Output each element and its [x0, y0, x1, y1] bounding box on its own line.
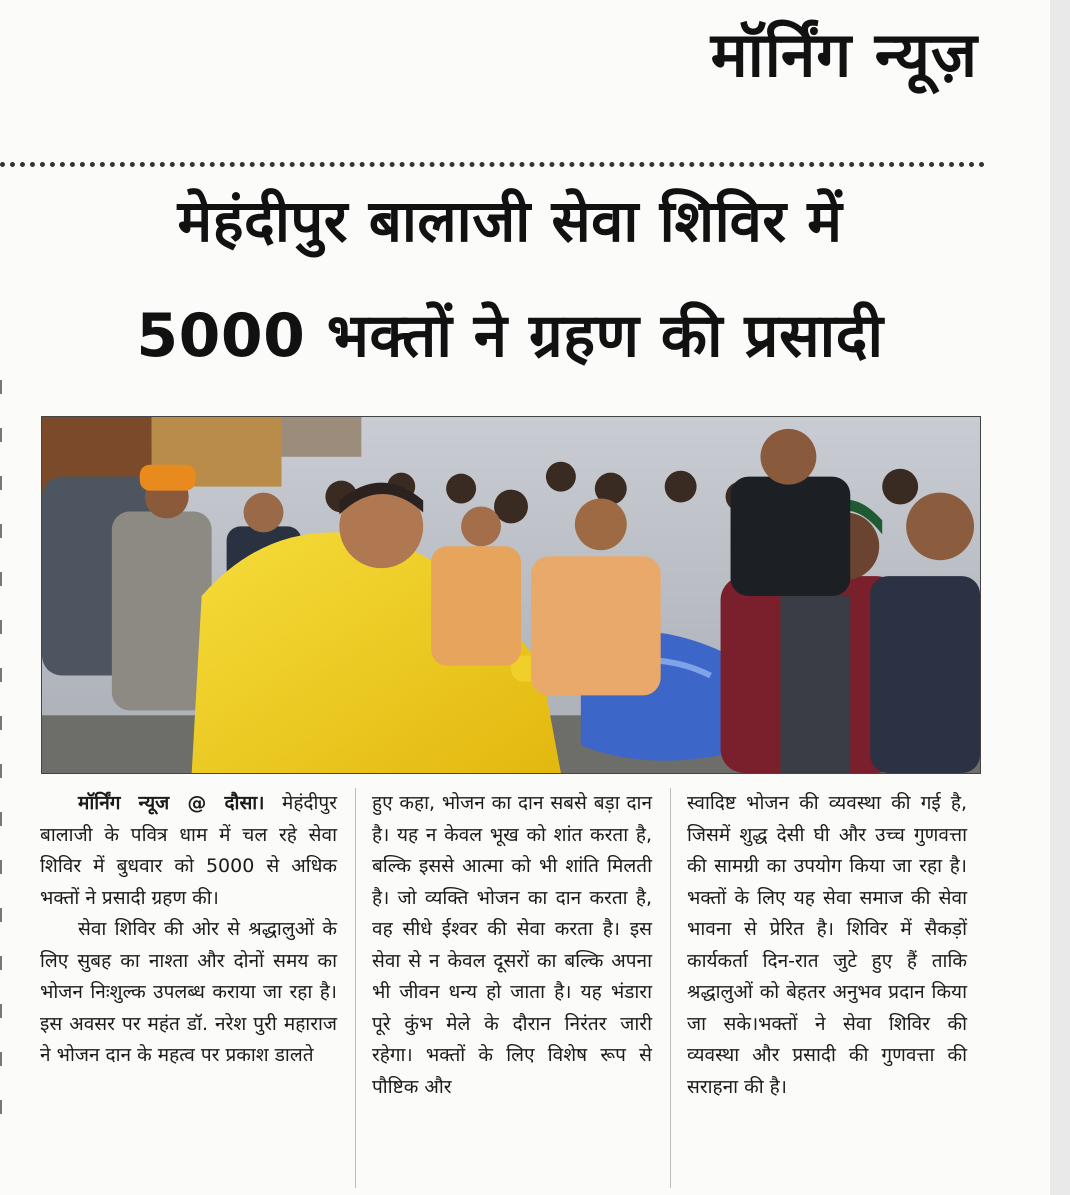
column-marks: [0, 380, 3, 1180]
dateline: मॉर्निंग न्यूज @ दौसा।: [78, 792, 265, 814]
article-body: [40, 788, 985, 1188]
news-photo: [41, 416, 981, 774]
article-column-2: [355, 788, 670, 1188]
article-column-1: [40, 788, 355, 1188]
dotted-divider: [0, 162, 985, 167]
page-edge: [1050, 0, 1070, 1195]
headline-line-1: मेहंदीपुर बालाजी सेवा शिविर में: [177, 187, 843, 255]
paragraph-1: मेहंदीपुर बालाजी के पवित्र धाम में चल रहे सेवा शिविर में बुधवार को 5000 से अधिक भक्तों ने प्रसादी ग्रहण की।: [40, 792, 337, 909]
paragraph-3: हुए कहा, भोजन का दान सबसे बड़ा दान है। यह न केवल भूख को शांत करता है, बल्कि इससे आत्मा को भी शांति मिलती है। जो व्यक्ति भोजन का दान करता है, वह सीधे ईश्वर की सेवा करता है। इस सेवा से न केवल दूसरों का बल्कि अपना भी जीवन धन्य हो जाता है। यह भंडारा पूरे कुंभ मेले के दौरान निरंतर जारी रहेगा। भक्तों के लिए विशेष रूप से पौष्टिक और: [372, 792, 652, 1098]
article-column-3: [670, 788, 985, 1188]
masthead-title: मॉर्निंग न्यूज़: [710, 18, 978, 91]
paragraph-2: सेवा शिविर की ओर से श्रद्धालुओं के लिए सुबह का नाश्ता और दोनों समय का भोजन निःशुल्क उपलब्ध कराया जा रहा है। इस अवसर पर महंत डॉ. नरेश पुरी महाराज ने भोजन दान के महत्व पर प्रकाश डालते: [40, 918, 337, 1066]
paragraph-4: स्वादिष्ट भोजन की व्यवस्था की गई है, जिसमें शुद्ध देसी घी और उच्च गुणवत्ता की सामग्री का उपयोग किया जा रहा है। भक्तों के लिए यह सेवा समाज की सेवा भावना से प्रेरित है। शिविर में सैकड़ों कार्यकर्ता दिन-रात जुटे हुए हैं ताकि श्रद्धालुओं को बेहतर अनुभव प्रदान किया जा सके।भक्तों ने सेवा शिविर की व्यवस्था और प्रसादी की गुणवत्ता की सराहना की है।: [687, 792, 967, 1098]
photo-illustration: [42, 417, 980, 773]
headline-line-2: 5000 भक्तों ने ग्रहण की प्रसादी: [136, 301, 884, 371]
